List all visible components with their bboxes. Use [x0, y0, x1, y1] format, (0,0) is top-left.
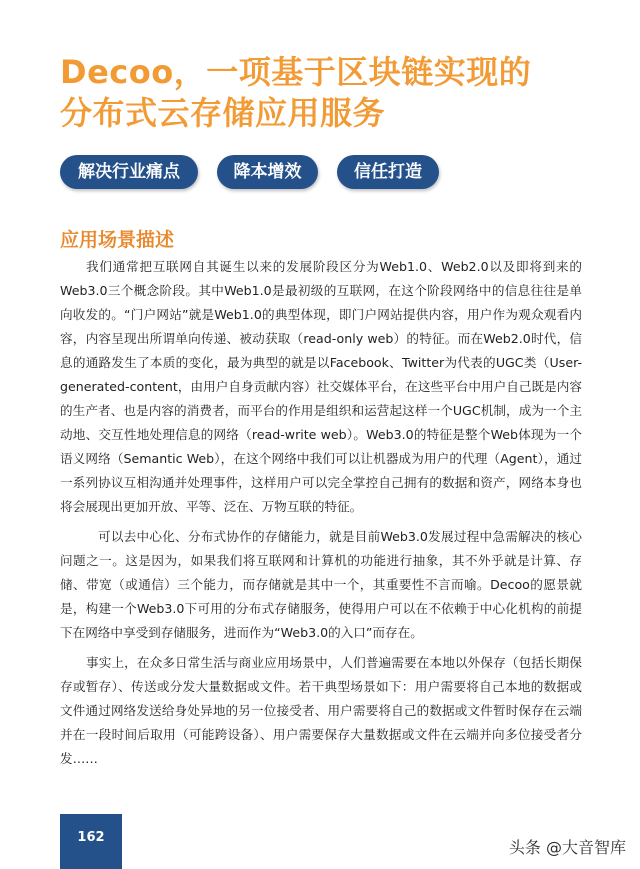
title-line-1: Decoo，一项基于区块链实现的 [60, 53, 532, 91]
tag-pain-points: 解决行业痛点 [60, 155, 198, 189]
page-number-box [60, 814, 122, 869]
section-heading: 应用场景描述 [60, 229, 175, 251]
page-number: 162 [77, 830, 105, 845]
watermark: 头条 @大音智库 [508, 838, 626, 857]
tag-cost-efficiency: 降本增效 [217, 155, 318, 189]
paragraph-3: 事实上，在众多日常生活与商业应用场景中，人们普遍需要在本地以外保存（包括长期保存或暂存）、传送或分发大量数据或文件。若干典型场景如下：用户需要将自己本地的数据或文件通过网络发送给身处异地的另一位接受者、用户需要将自己的数据或文件暂时保存在云端并在一段时间后取用（可能跨设备）、用户需要保存大量数据或文件在云端并向多位接受者分发…… [60, 655, 582, 766]
tag-trust: 信任打造 [337, 155, 439, 189]
paragraph-2: 可以去中心化、分布式协作的存储能力，就是目前Web3.0发展过程中急需解决的核心问题之一。这是因为，如果我们将互联网和计算机的功能进行抽象，其不外乎就是计算、存储、带宽（或通信）三个能力，而存储就是其中一个，其重要性不言而喻。Decoo的愿景就是，构建一个Web3.0下可用的分布式存储服务，使得用户可以在不依赖于中心化机构的前提下在网络中享受到存储服务，进而作为“Web3.0的入口”而存在。 [60, 529, 582, 640]
page-title [60, 52, 600, 134]
article-body [60, 255, 582, 777]
title-line-2: 分布式云存储应用服务 [60, 94, 386, 132]
paragraph-1: 我们通常把互联网自其诞生以来的发展阶段区分为Web1.0、Web2.0以及即将到来的Web3.0三个概念阶段。其中Web1.0是最初级的互联网，在这个阶段网络中的信息往往是单向收发的。“门户网站”就是Web1.0的典型体现，即门户网站提供内容，用户作为观众观看内容，内容呈现出所谓单向传递、被动获取（read-only web）的特征。而在Web2.0时代，信息的通路发生了本质的变化，最为典型的就是以Facebook、Twitter为代表的UGC类（User-generated-content，由用户自身贡献内容）社交媒体平台，在这些平台中用户自己既是内容的生产者、也是内容的消费者，而平台的作用是组织和运营起这样一个UGC机制，成为一个主动地、交互性地处理信息的网络（read-write web）。Web3.0的特征是整个Web体现为一个语义网络（Semantic Web），在这个网络中我们可以让机器成为用户的代理（Agent），通过一系列协议互相沟通并处理事件，这样用户可以完全掌控自己拥有的数据和资产，网络本身也将会展现出更加开放、平等、泛在、万物互联的特征。 [60, 259, 582, 514]
